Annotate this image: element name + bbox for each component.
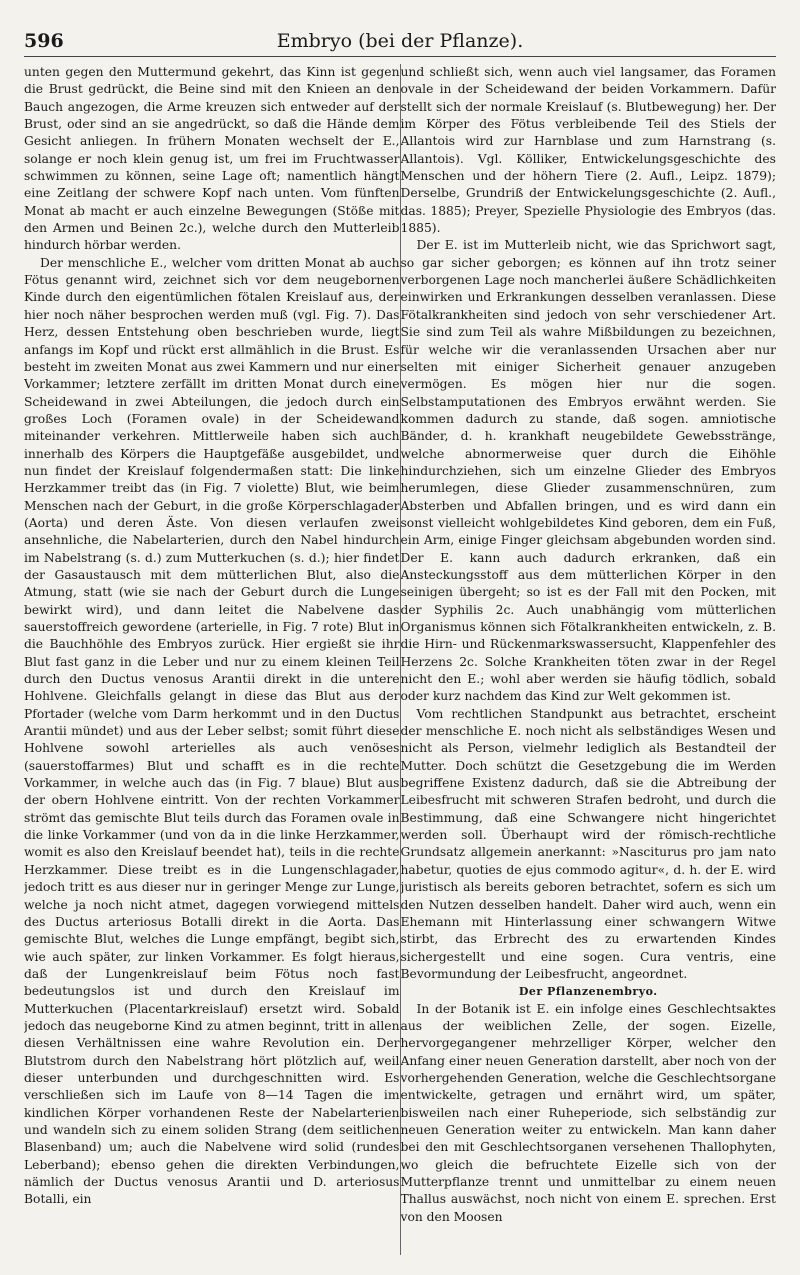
page-header (24, 30, 776, 57)
paragraph: Der menschliche E., welcher vom dritten Monat ab auch Fötus genannt wird, zeichnet sich vor dem neugebornen Kinde durch den eigentümlichen fötalen Kreislauf aus, der hier noch näher besprochen werden muß (vgl. Fig. 7). Das Herz, dessen Entstehung oben beschrieben wurde, liegt anfangs im Kopf und rückt erst allmählich in die Brust. Es besteht im zweiten Monat aus zwei Kammern und nur einer Vorkammer; letztere zerfällt im dritten Monat durch eine Scheidewand in zwei Abteilungen, die jedoch durch ein großes Loch (Foramen ovale) in der Scheidewand miteinander verkehren. Mittlerweile haben sich auch innerhalb des Körpers die Hauptgefäße ausgebildet, und nun findet der Kreislauf folgendermaßen statt: Die linke Herzkammer treibt das (in Fig. 7 violette) Blut, wie beim Menschen nach der Geburt, in die große Körperschlagader (Aorta) und deren Äste. Von diesen verlaufen zwei ansehnliche, die Nabelarterien, durch den Nabel hindurch im Nabelstrang (s. d.) zum Mutterkuchen (s. d.); hier findet der Gasaustausch mit dem mütterlichen Blut, also die Atmung, statt (wie sie nach der Geburt durch die Lunge bewirkt wird), und dann leitet die Nabelvene das sauerstoffreich gewordene (arterielle, in Fig. 7 rote) Blut in die Bauchhöhle des Embryos zurück. Hier ergießt sie ihr Blut fast ganz in die Leber und nur zu einem kleinen Teil durch den Ductus venosus Arantii direkt in die untere Hohlvene. Gleichfalls gelangt in diese das Blut aus der Pfortader (welche vom Darm herkommt und in den Ductus Arantii mündet) und aus der Leber selbst; somit führt diese Hohlvene sowohl arterielles als auch venöses (sauerstoffarmes) Blut und schafft es in die rechte Vorkammer, in welche auch das (in Fig. 7 blaue) Blut aus der obern Hohlvene eintritt. Von der rechten Vorkammer strömt das gemischte Blut teils durch das Foramen ovale in die linke Vorkammer (und von da in die linke Herzkammer, womit es also den Kreislauf beendet hat), teils in die rechte Herzkammer. Diese treibt es in die Lungenschlagader, jedoch tritt es aus dieser nur in geringer Menge zur Lunge, welche ja noch nicht atmet, dagegen vorwiegend mittels des Ductus arteriosus Botalli direkt in die Aorta. Das gemischte Blut, welches die Lunge empfängt, begibt sich, wie auch später, zur linken Vorkammer. Es folgt hieraus, daß der Lungenkreislauf beim Fötus noch fast bedeutungslos ist und durch den Kreislauf im Mutterkuchen (Placentarkreislauf) ersetzt wird. Sobald jedoch das neugeborne Kind zu atmen beginnt, tritt in allen diesen Verhältnissen eine wahre Revolution ein. Der Blutstrom durch den Nabelstrang hört plötzlich auf, weil dieser unterbunden und durchgeschnitten wird. Es verschließen sich im Laufe von 8—14 Tagen die im kindlichen Körper vorhandenen Reste der Nabelarterien und wandeln sich zu einem soliden Strang (dem seitlichen Blasenband) um; auch die Nabelvene wird solid (rundes Leberband); ebenso gehen die direkten Verbindungen, nämlich der Ductus venosus Arantii und D. arteriosus Botalli, ein (24, 255, 400, 1207)
paragraph: Vom rechtlichen Standpunkt aus betrachtet, erscheint der menschliche E. noch nicht als selbständiges Wesen und nicht als Person, vielmehr lediglich als Bestandteil der Mutter. Doch schützt die Gesetzgebung die im Werden begriffene Existenz dadurch, daß sie die Abtreibung der Leibesfrucht mit schweren Strafen bedroht, und durch die Bestimmung, daß eine Schwangere nicht hingerichtet werden soll. Überhaupt wird der römisch-rechtliche Grundsatz allgemein anerkannt: »Nasciturus pro jam nato habetur, quoties de ejus commodo agitur«, d. h. der E. wird juristisch als bereits geboren betrachtet, sofern es sich um den Nutzen desselben handelt. Daher wird auch, wenn ein Ehemann mit Hinterlassung einer schwangern Witwe stirbt, das Erbrecht des zu erwartenden Kindes sichergestellt und eine sogen. Cura ventris, eine Bevormundung der Leibesfrucht, angeordnet. (400, 706, 776, 981)
text-columns (24, 64, 776, 1255)
paragraph: unten gegen den Muttermund gekehrt, das Kinn ist gegen die Brust gedrückt, die Beine sind mit den Knieen an den Bauch angezogen, die Arme kreuzen sich entweder auf der Brust, oder sind an sie angedrückt, so daß die Hände dem Gesicht anliegen. In frühern Monaten wechselt der E., solange er noch klein genug ist, um frei im Fruchtwasser schwimmen zu können, seine Lage oft; namentlich hängt eine Zeitlang der schwere Kopf nach unten. Vom fünften Monat ab macht er auch einzelne Bewegungen (Stöße mit den Armen und Beinen 2c.), welche durch den Mutterleib hindurch hörbar werden. (24, 65, 400, 253)
paragraph: und schließt sich, wenn auch viel langsamer, das Foramen ovale in der Scheidewand der beiden Vorkammern. Dafür stellt sich der normale Kreislauf (s. Blutbewegung) her. Der im Körper des Fötus verbleibende Teil des Stiels der Allantois wird zur Harnblase und zum Harnstrang (s. Allantois). Vgl. Kölliker, Entwickelungsgeschichte des Menschen und der höhern Tiere (2. Aufl., Leipz. 1879); Derselbe, Grundriß der Entwickelungsgeschichte (2. Aufl., das. 1885); Preyer, Spezielle Physiologie des Embryos (das. 1885). (400, 65, 776, 236)
paragraph: In der Botanik ist E. ein infolge eines Geschlechtsaktes aus der weiblichen Zelle, der sogen. Eizelle, hervorgegangener mehrzelliger Körper, welcher den Anfang einer neuen Generation darstellt, aber noch von der vorhergehenden Generation, welche die Geschlechtsorgane entwickelte, getragen und ernährt wird, um später, bisweilen nach einer Ruheperiode, sich selbständig zur neuen Generation weiter zu entwickeln. Man kann daher bei den mit Geschlechtsorganen versehenen Thallophyten, wo gleich die befruchtete Eizelle sich von der Mutterpflanze trennt und unmittelbar zu einem neuen Thallus auswächst, noch nicht von einem E. sprechen. Erst von den Moosen (400, 1001, 776, 1224)
paragraph: Der E. ist im Mutterleib nicht, wie das Sprichwort sagt, so gar sicher geborgen; es können auf ihn trotz seiner verborgenen Lage noch mancherlei äußere Schädlichkeiten einwirken und Erkrankungen desselben veranlassen. Diese Fötalkrankheiten sind jedoch von sehr verschiedener Art. Sie sind zum Teil als wahre Mißbildungen zu bezeichnen, für welche wir die veranlassenden Ursachen aber nur selten mit einiger Sicherheit genauer anzugeben vermögen. Es mögen hier nur die sogen. Selbstamputationen des Embryos erwähnt werden. Sie kommen dadurch zu stande, daß sogen. amniotische Bänder, d. h. krankhaft neugebildete Gewebsstränge, welche abnormerweise quer durch die Eihöhle hindurchziehen, sich um einzelne Glieder des Embryos herumlegen, diese Glieder zusammenschnüren, zum Absterben und Abfallen bringen, und es wird dann ein sonst vielleicht wohlgebildetes Kind geboren, dem ein Fuß, ein Arm, einige Finger gleichsam abgebunden worden sind. Der E. kann auch dadurch erkranken, daß ein Ansteckungsstoff aus dem mütterlichen Körper in den seinigen übergeht; so ist es der Fall mit den Pocken, mit der Syphilis 2c. Auch unabhängig vom mütterlichen Organismus können sich Fötalkrankheiten entwickeln, z. B. die Hirn- und Rückenmarkswassersucht, Klappenfehler des Herzens 2c. Solche Krankheiten töten zwar in der Regel nicht den E.; wohl aber werden sie häufig tödlich, sobald oder kurz nachdem das Kind zur Welt gekommen ist. (400, 238, 776, 704)
page-number: 596 (24, 30, 64, 52)
running-title: Embryo (bei der Pflanze). (276, 30, 524, 52)
right-column (401, 64, 777, 1255)
section-heading: Der Pflanzenembryo. (518, 985, 658, 999)
left-column (24, 64, 400, 1255)
